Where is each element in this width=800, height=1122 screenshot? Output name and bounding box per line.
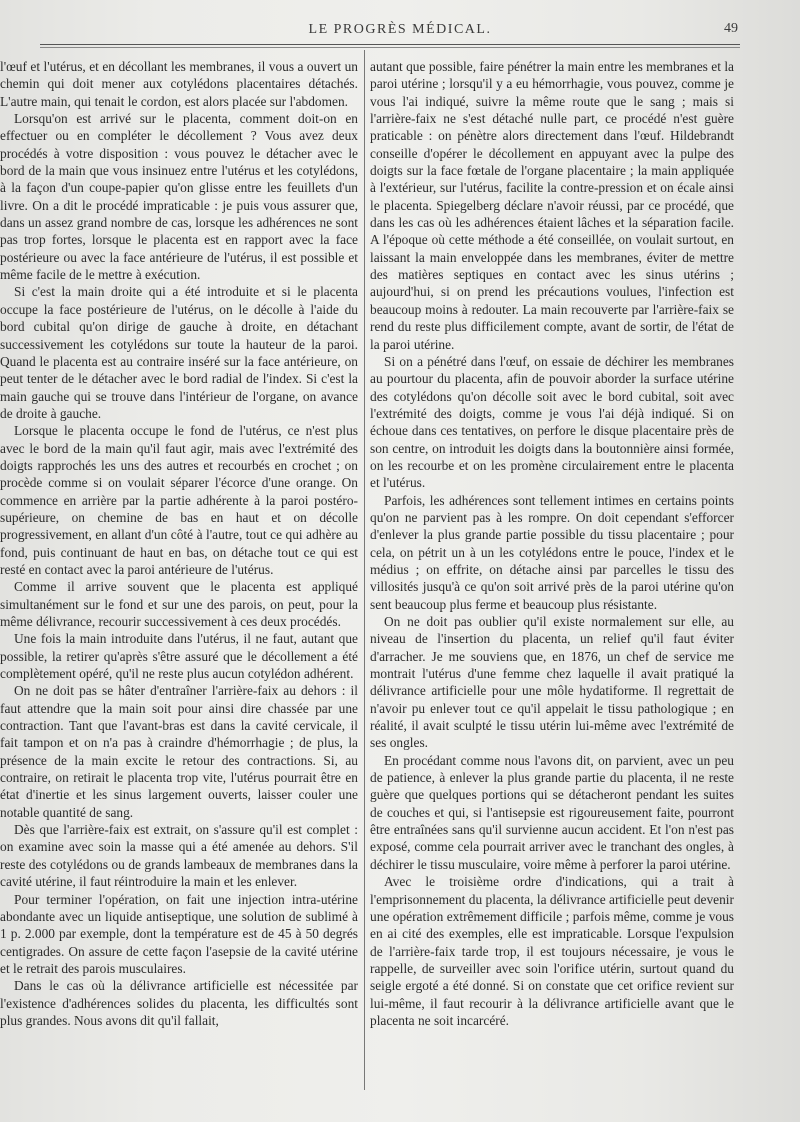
header-rule <box>40 44 740 48</box>
right-column <box>370 58 734 1029</box>
paragraph: Si c'est la main droite qui a été introduite et si le placenta occupe la face postérieure de l'utérus, on le décolle à l'aide du bord cubital qu'on dirige de gauche à droite, en détachant successivement les cotylédons sur toute la hauteur de la paroi. Quand le placenta est au contraire inséré sur la face antérieure, on peut tenter de le détacher avec le bord radial de l'index. Si c'est la main gauche qui se trouve dans l'intérieur de l'organe, on avance de droite à gauche. <box>0 284 358 421</box>
column-divider <box>364 50 365 1090</box>
paragraph: Dans le cas où la délivrance artificielle est nécessitée par l'existence d'adhérences solides du placenta, les difficultés sont plus grandes. Nous avons dit qu'il fallait, <box>0 978 358 1028</box>
paragraph: On ne doit pas oublier qu'il existe normalement sur elle, au niveau de l'insertion du placenta, un relief qu'il faut éviter d'arracher. Je me souviens que, en 1876, un chef de service me montrait l'utérus d'une femme chez laquelle il avait pratiqué la délivrance artificielle pour une môle hydatiforme. Il regrettait de n'avoir pu enlever tout ce qu'il appelait le tissu pathologique ; en réalité, il avait sculpté le tissu utérin lui-même avec l'extrémité de ses ongles. <box>370 614 734 751</box>
paragraph: Parfois, les adhérences sont tellement intimes en certains points qu'on ne parvient pas à les rompre. On doit cependant s'efforcer d'enlever la plus grande partie possible du tissu placentaire ; pour cela, on pétrit un à un les cotylédons entre le pouce, l'index et le médius ; on effrite, on détache ainsi par parcelles le tissu des villosités jusqu'à ce qu'on soit arrivé près de la paroi utérine qu'on sent beaucoup plus ferme et beaucoup plus résistante. <box>370 492 734 612</box>
paragraph: Lorsque le placenta occupe le fond de l'utérus, ce n'est plus avec le bord de la main qu'il faut agir, mais avec l'extrémité des doigts rapprochés les uns des autres et recourbés en crochet ; on procède comme si on voulait séparer l'écorce d'une orange. On commence en arrière par la partie adhérente à la paroi postéro-supérieure, on chemine de bas en haut et on décolle progressivement, en allant d'un côté à l'autre, tout ce qui adhère au fond, puis continuant de haut en bas, on détache tout ce qui est resté en contact avec la paroi antérieure de l'utérus. <box>0 423 358 577</box>
paragraph: Une fois la main introduite dans l'utérus, il ne faut, autant que possible, la retirer qu'après s'être assuré que le décollement a été complètement opéré, qu'il ne reste plus aucun cotylédon adhérent. <box>0 631 358 682</box>
left-column <box>0 58 358 1029</box>
paragraph: Lorsqu'on est arrivé sur le placenta, comment doit-on en effectuer ou en compléter le décollement ? Vous avez deux procédés à votre disposition : vous pouvez le détacher avec le bord de la main que vous insinuez entre l'utérus et les cotylédons, à la façon d'un coupe-papier qu'on glisse entre les feuillets d'un livre. On a dit le procédé impraticable : je puis vous assurer que, dans un assez grand nombre de cas, lorsque les adhérences ne sont pas trop fortes, lorsque le placenta est en rapport avec la face postérieure ou avec la face antérieure de l'utérus, il est possible et même facile de le mettre à exécution. <box>0 111 358 283</box>
paragraph: Dès que l'arrière-faix est extrait, on s'assure qu'il est complet : on examine avec soin la masse qui a été amenée au dehors. S'il reste des cotylédons ou de grands lambeaux de membranes dans la cavité utérine, il faut réintroduire la main et les enlever. <box>0 822 358 890</box>
running-header <box>0 18 800 44</box>
paragraph: Comme il arrive souvent que le placenta est appliqué simultanément sur le fond et sur une des parois, on peut, pour la même délivrance, recourir successivement à ces deux procédés. <box>0 579 358 629</box>
paragraph: autant que possible, faire pénétrer la main entre les membranes et la paroi utérine ; lorsqu'il y a eu hémorrhagie, vous pouvez, comme je vous l'ai indiqué, suivre la même route que le sang ; mais si l'arrière-faix ne s'est détaché nulle part, ce procédé n'est guère praticable : on pénètre alors directement dans l'œuf. Hildebrandt conseille d'opérer le décollement en appuyant avec la pulpe des doigts sur la face fœtale de l'organe placentaire ; la main appliquée à l'extérieur, sur l'utérus, facilite la contre-pression et on écale ainsi le placenta. Spiegelberg déclare n'avoir réussi, par ce procédé, que dans les cas où les adhérences étaient lâches et la séparation facile. A l'époque où cette méthode a été conseillée, on voulait surtout, en laissant la main enveloppée dans les membranes, éviter de mettre des matières septiques en contact avec les sinus utérins ; aujourd'hui, si on prend les précautions voulues, l'infection est beaucoup moins à redouter. La main recouverte par l'arrière-faix se rend du reste plus difficilement compte, avant de sortir, de l'état de la paroi utérine. <box>370 59 734 352</box>
page-number: 49 <box>724 21 738 36</box>
paragraph: Pour terminer l'opération, on fait une injection intra-utérine abondante avec un liquide antiseptique, une solution de sublimé à 1 p. 2.000 par exemple, dont la température est de 45 à 50 degrés centigrades. On assure de cette façon l'asepsie de la cavité utérine et le retrait des parois musculaires. <box>0 891 358 976</box>
paragraph: Si on a pénétré dans l'œuf, on essaie de déchirer les membranes au pourtour du placenta, afin de pouvoir aborder la surface utérine des cotylédons qu'on décolle soit avec le bord cubital, soit avec l'extrémité des doigts, comme je vous l'ai déjà indiqué. Si on échoue dans ces tentatives, on perfore le disque placentaire près de son centre, on introduit les doigts dans la boutonnière ainsi formée, on les recourbe et on les promène circulairement entre le placenta et l'utérus. <box>370 353 734 491</box>
journal-title: LE PROGRÈS MÉDICAL. <box>308 22 492 37</box>
paragraph: En procédant comme nous l'avons dit, on parvient, avec un peu de patience, à enlever la plus grande partie du placenta, il ne reste guère que quelques portions qui se détacheront pendant les suites de couches et qui, si l'antisepsie est rigoureusement faite, pourront être entraînées sans qu'il survienne aucun accident. Et l'on n'est pas exposé, comme cela pourrait arriver avec le tranchant des ongles, à déchirer le tissu musculaire, voire même à perforer la paroi utérine. <box>370 752 734 872</box>
paragraph: On ne doit pas se hâter d'entraîner l'arrière-faix au dehors : il faut attendre que la main soit pour ainsi dire chassée par une contraction. Tant que l'avant-bras est dans la cavité cervicale, il fait tampon et on n'a pas à craindre d'hémorrhagie ; de plus, la présence de la main excite le retour des contractions. Si, au contraire, on retirait le placenta trop vite, l'utérus pourrait être en état d'inertie et les sinus largement ouverts, laisser couler une notable quantité de sang. <box>0 683 358 820</box>
paragraph: Avec le troisième ordre d'indications, qui a trait à l'emprisonnement du placenta, la délivrance artificielle peut devenir une opération extrêmement difficile ; parfois même, comme je vous en ai cité des exemples, elle est impraticable. Lorsque l'expulsion de l'arrière-faix tarde trop, il est toujours nécessaire, je vous le rappelle, de surveiller avec soin l'orifice utérin, surtout quand du seigle ergoté a été donné. Si on constate que cet orifice revient sur lui-même, il faut recourir à la délivrance artificielle avant que le placenta ne soit incarcéré. <box>370 874 734 1028</box>
paragraph: l'œuf et l'utérus, et en décollant les membranes, il vous a ouvert un chemin qui doit mener aux cotylédons placentaires détachés. L'autre main, qui tenait le cordon, est alors placée sur l'abdomen. <box>0 59 358 109</box>
